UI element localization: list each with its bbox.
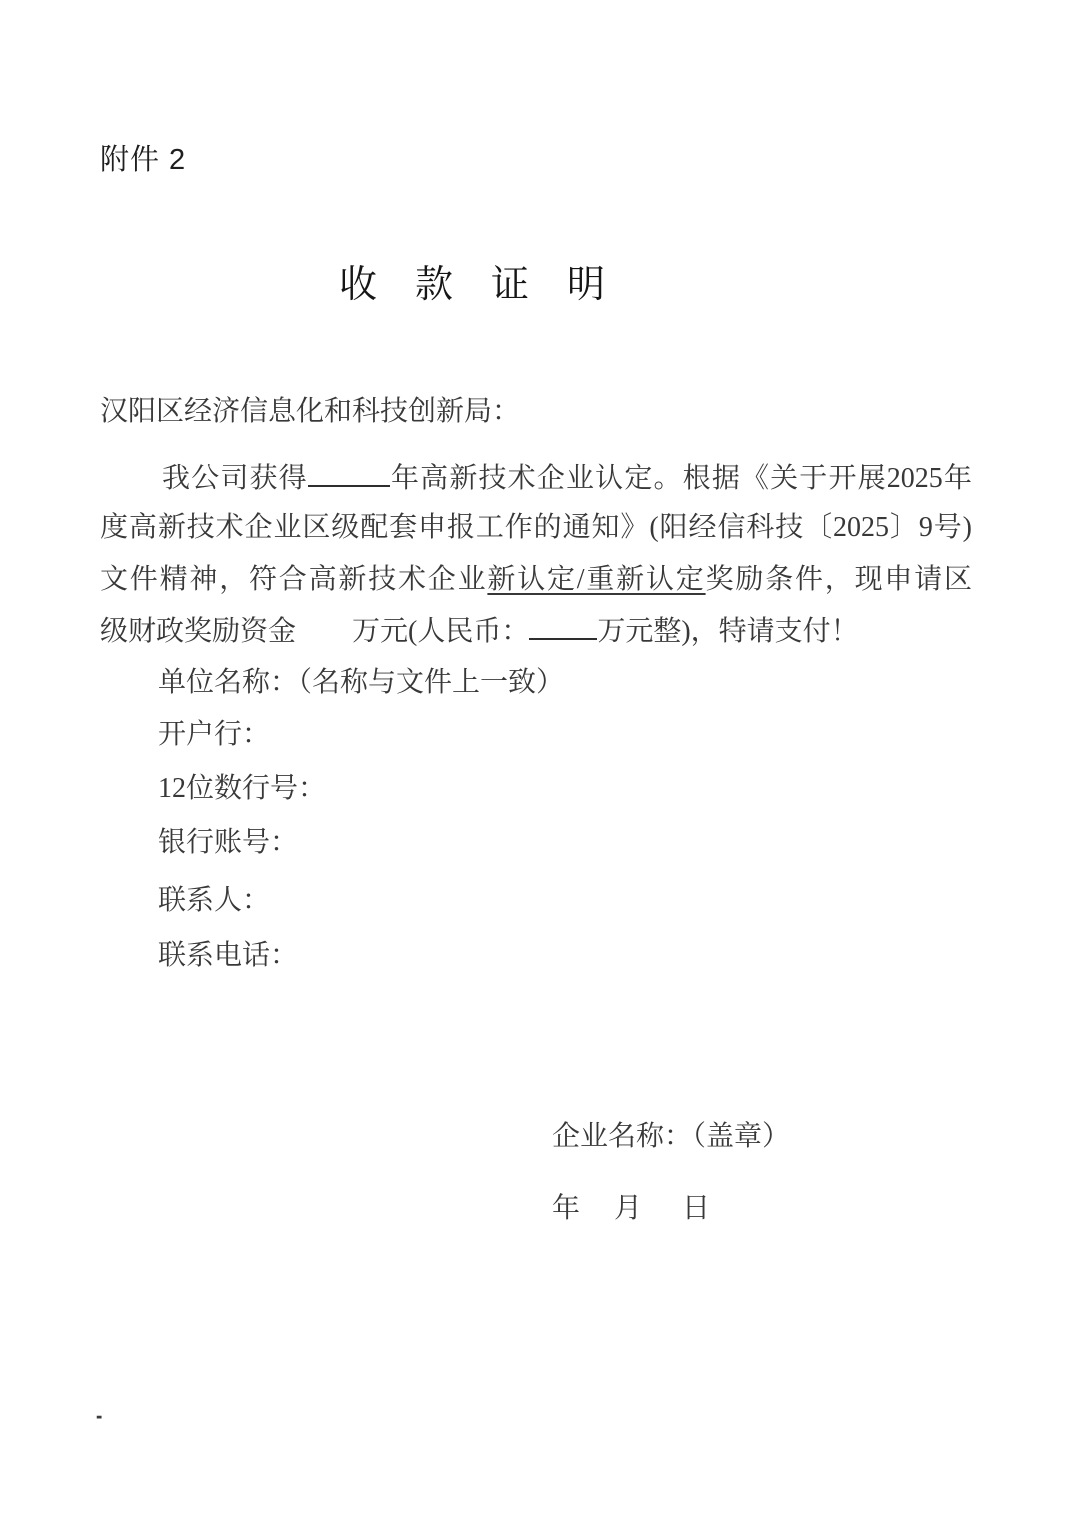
- field-contact-person: 联系人：: [158, 885, 271, 916]
- signature-company-name: 企业名称：（盖章）: [552, 1121, 791, 1152]
- year-blank-underline: [308, 461, 390, 487]
- award-type-underlined: 新认定/重新认定: [487, 564, 706, 595]
- field-unit-name: 单位名称：（名称与文件上一致）: [158, 667, 565, 698]
- body-line-3-post: 奖励条件，现申请区: [705, 564, 972, 595]
- field-bank-account: 银行账号：: [158, 827, 299, 858]
- field-bank-branch: 开户行：: [158, 719, 271, 750]
- body-line-4-pre: 级财政奖励资金 万元(人民币：: [100, 616, 530, 647]
- body-line-4-post: 万元整)，特请支付！: [597, 616, 859, 647]
- footer-page-mark: -: [96, 1403, 103, 1429]
- signature-date-line: [552, 1192, 710, 1226]
- signature-date-day: 日: [682, 1193, 711, 1224]
- body-line-3: [100, 563, 972, 597]
- body-line-1-pre: 我公司获得: [162, 463, 308, 494]
- signature-date-month: 月: [614, 1193, 643, 1224]
- body-line-2: 度高新技术企业区级配套申报工作的通知》(阳经信科技〔2025〕9号): [100, 512, 972, 543]
- document-title: 收款证明: [339, 264, 644, 306]
- salutation-line: 汉阳区经济信息化和科技创新局：: [100, 396, 521, 427]
- body-line-1-post: 年高新技术企业认定。根据《关于开展2025年: [389, 463, 972, 494]
- body-line-3-pre: 文件精神，符合高新技术企业: [100, 564, 488, 595]
- field-bank-code: 12位数行号：: [158, 773, 327, 804]
- attachment-label: 附件 2: [100, 144, 187, 176]
- body-line-4: [100, 614, 972, 649]
- body-line-1: [100, 461, 972, 496]
- amount-words-blank: [529, 614, 597, 640]
- field-contact-phone: 联系电话：: [158, 940, 299, 971]
- signature-date-year: 年: [552, 1193, 581, 1224]
